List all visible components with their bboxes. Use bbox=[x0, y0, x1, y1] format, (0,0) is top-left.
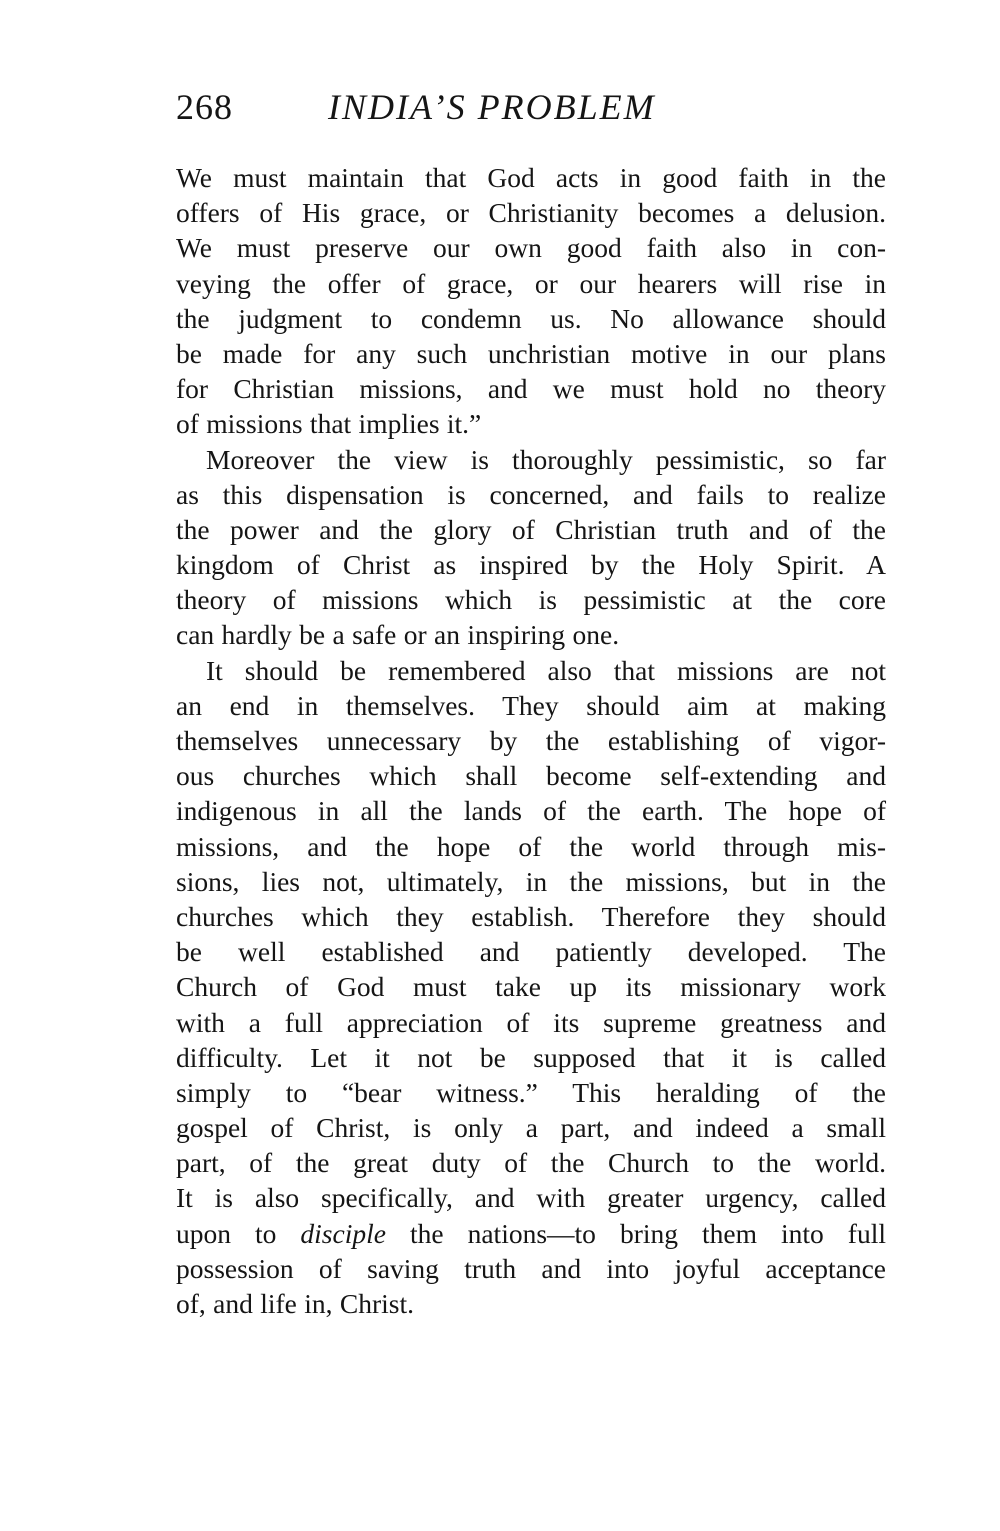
text-line: Church of God must take up its missionary work bbox=[176, 971, 886, 1003]
text-line: Moreover the view is thoroughly pessimistic, so far bbox=[206, 443, 886, 475]
text-line: an end in themselves. They should aim at making bbox=[176, 689, 886, 721]
text-line-with-emphasis bbox=[176, 1216, 886, 1251]
text-segment: upon to bbox=[176, 1217, 301, 1249]
text-line: ous churches which shall become self-extending and bbox=[176, 760, 886, 792]
text-line: We must maintain that God acts in good faith in the bbox=[176, 162, 886, 193]
text-line: be well established and patiently developed. The bbox=[176, 936, 886, 968]
text-line: It should be remembered also that missions are not bbox=[206, 654, 886, 686]
text-line: offers of His grace, or Christianity becomes a delusion. bbox=[176, 197, 886, 229]
text-line: indigenous in all the lands of the earth. The hope of bbox=[176, 795, 886, 827]
text-line: as this dispensation is concerned, and fails to realize bbox=[176, 478, 886, 510]
body-text bbox=[176, 160, 886, 1321]
text-line: missions, and the hope of the world through mis- bbox=[176, 830, 886, 862]
text-line: the judgment to condemn us. No allowance should bbox=[176, 302, 886, 334]
text-line: It is also specifically, and with greater urgency, called bbox=[176, 1182, 886, 1214]
text-line: simply to “bear witness.” This heralding of the bbox=[176, 1076, 886, 1108]
text-line: be made for any such unchristian motive in our plans bbox=[176, 337, 886, 369]
text-line: for Christian missions, and we must hold no theory bbox=[176, 373, 886, 405]
text-line: with a full appreciation of its supreme greatness and bbox=[176, 1006, 886, 1038]
emphasized-word: disciple bbox=[300, 1217, 386, 1249]
page-header bbox=[176, 84, 896, 130]
text-line: kingdom of Christ as inspired by the Holy Spirit. A bbox=[176, 549, 886, 581]
text-line: churches which they establish. Therefore they should bbox=[176, 900, 886, 932]
text-line: can hardly be a safe or an inspiring one. bbox=[176, 619, 620, 651]
paragraph bbox=[176, 160, 886, 442]
text-line: the power and the glory of Christian truth and of the bbox=[176, 513, 886, 545]
text-line: sions, lies not, ultimately, in the missions, but in the bbox=[176, 865, 886, 897]
text-line: We must preserve our own good faith also in con- bbox=[176, 232, 886, 264]
running-title: INDIA’S PROBLEM bbox=[328, 87, 656, 127]
text-line: of, and life in, Christ. bbox=[176, 1288, 415, 1319]
page-number: 268 bbox=[176, 87, 233, 127]
text-line: possession of saving truth and into joyful acceptance bbox=[176, 1252, 886, 1284]
text-segment: the nations—to bring them into full bbox=[385, 1217, 886, 1249]
text-line: difficulty. Let it not be supposed that it is called bbox=[176, 1041, 886, 1073]
paragraph bbox=[176, 653, 886, 1322]
text-line: of missions that implies it.” bbox=[176, 408, 482, 440]
text-line: theory of missions which is pessimistic at the core bbox=[176, 584, 886, 616]
text-line: veying the offer of grace, or our hearers will rise in bbox=[176, 267, 886, 299]
text-line: part, of the great duty of the Church to the world. bbox=[176, 1147, 886, 1179]
text-line: themselves unnecessary by the establishing of vigor- bbox=[176, 725, 886, 756]
paragraph bbox=[176, 442, 886, 653]
text-line: gospel of Christ, is only a part, and indeed a small bbox=[176, 1112, 886, 1144]
